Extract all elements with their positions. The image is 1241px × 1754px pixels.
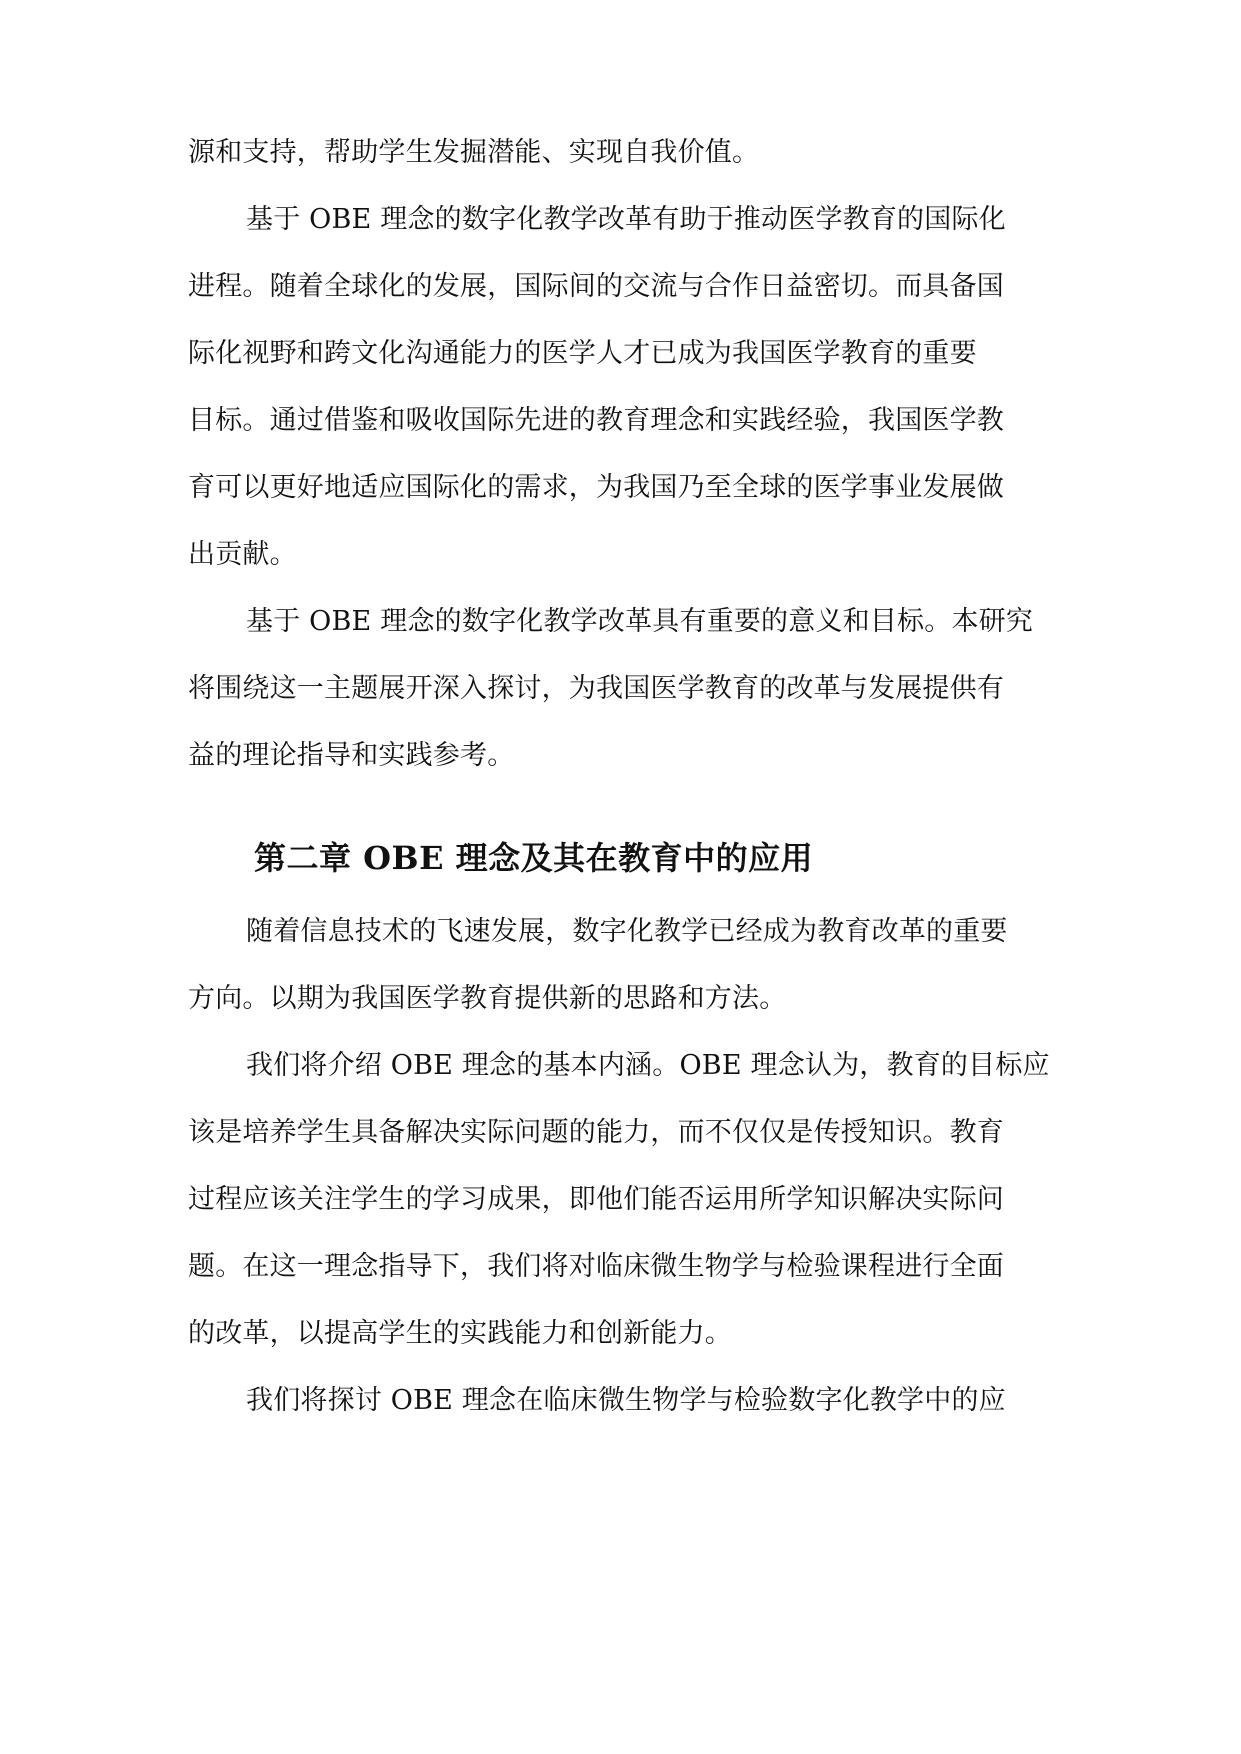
paragraph-line: 我们将介绍 OBE 理念的基本内涵。OBE 理念认为，教育的目标应 — [246, 1050, 1050, 1081]
paragraph-line: 源和支持，帮助学生发掘潜能、实现自我价值。 — [188, 137, 760, 168]
paragraph-line: 的改革，以提高学生的实践能力和创新能力。 — [188, 1318, 732, 1349]
paragraph-line: 题。在这一理念指导下，我们将对临床微生物学与检验课程进行全面 — [188, 1251, 1004, 1282]
paragraph-line: 过程应该关注学生的学习成果，即他们能否运用所学知识解决实际问 — [188, 1184, 1004, 1215]
paragraph-line: 随着信息技术的飞速发展，数字化教学已经成为教育改革的重要 — [246, 916, 1008, 947]
paragraph-line: 目标。通过借鉴和吸收国际先进的教育理念和实践经验，我国医学教 — [188, 405, 1004, 436]
paragraph-line: 基于 OBE 理念的数字化教学改革有助于推动医学教育的国际化 — [246, 204, 1006, 235]
paragraph-line: 基于 OBE 理念的数字化教学改革具有重要的意义和目标。本研究 — [246, 606, 1034, 637]
paragraph-line: 将围绕这一主题展开深入探讨，为我国医学教育的改革与发展提供有 — [188, 673, 1004, 704]
paragraph-line: 进程。随着全球化的发展，国际间的交流与合作日益密切。而具备国 — [188, 271, 1004, 302]
paragraph-line: 该是培养学生具备解决实际问题的能力，而不仅仅是传授知识。教育 — [188, 1117, 1004, 1148]
paragraph-line: 际化视野和跨文化沟通能力的医学人才已成为我国医学教育的重要 — [188, 338, 977, 369]
paragraph-line: 出贡献。 — [188, 539, 297, 570]
paragraph-line: 我们将探讨 OBE 理念在临床微生物学与检验数字化教学中的应 — [246, 1385, 1006, 1416]
paragraph-line: 方向。以期为我国医学教育提供新的思路和方法。 — [188, 983, 787, 1014]
chapter-heading: 第二章 OBE 理念及其在教育中的应用 — [254, 839, 814, 877]
paragraph-line: 益的理论指导和实践参考。 — [188, 740, 515, 771]
paragraph-line: 育可以更好地适应国际化的需求，为我国乃至全球的医学事业发展做 — [188, 472, 1004, 503]
